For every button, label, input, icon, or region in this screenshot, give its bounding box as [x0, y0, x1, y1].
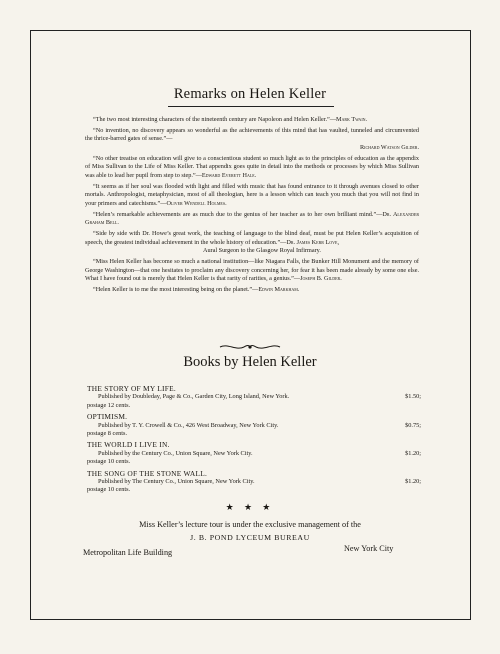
book-price: $1.20;: [405, 449, 421, 457]
quote-author: Mark Twain.: [335, 116, 368, 123]
quote-text: “Miss Helen Keller has become so much a national institution—like Niagara Falls, the Bunker Hill Monument and the memory of George Washington—that one hesitates to proclaim any discovery concerning her, for fear it has been made already by some one else. What I have found out is merely that Helen Keller is that rarity of rarities, a genius.”—: [85, 258, 419, 283]
remarks-heading: Remarks on Helen Keller: [173, 86, 327, 102]
quote: [85, 211, 419, 228]
quote: [85, 258, 419, 284]
remarks-section: [85, 116, 419, 297]
quote-text: “Helen Keller is to me the most interesting being on the planet.”—: [93, 286, 259, 293]
book-item: [87, 470, 421, 495]
book-price: $1.20;: [405, 478, 421, 486]
quote-text: “Helen’s remarkable achievements are as much due to the genius of her teacher as to her own brilliant mind.”—: [93, 210, 383, 218]
quote: [85, 127, 419, 153]
ornament-divider: [218, 342, 282, 352]
book-postage: postage 10 cents.: [87, 458, 131, 466]
quote-author: Oliver Wendell Holmes.: [166, 199, 227, 207]
building-address: Metropolitan Life Building: [83, 548, 173, 557]
book-publisher: [98, 393, 421, 401]
quote-author: Edward Everett Hale.: [201, 171, 257, 179]
books-heading: Books by Helen Keller: [183, 354, 317, 370]
book-price: $0.75;: [405, 421, 421, 429]
book-title: THE WORLD I LIVE IN.: [87, 440, 170, 450]
heading-rule: [168, 106, 334, 107]
bureau-name: J. B. POND LYCEUM BUREAU: [190, 533, 310, 542]
quote-author: Richard Watson Gilder.: [360, 143, 419, 151]
star-divider: ★ ★ ★: [225, 502, 275, 512]
quote-author: Dr. Alexander Graham Bell.: [85, 210, 419, 227]
book-publisher: [98, 478, 421, 486]
quote-text: “No invention, no discovery appears so wonderful as the achievements of this mind that has vaulted, tunneled and circumvented the thrice-barred gates of sense.”—: [85, 126, 419, 143]
quote: [85, 116, 419, 125]
book-item: [87, 441, 421, 466]
quote: [85, 155, 419, 181]
book-publisher: [98, 450, 421, 458]
book-price: $1.50;: [405, 393, 421, 401]
quote-affiliation: Aural Surgeon to the Glasgow Royal Infirmary.: [203, 247, 321, 255]
book-postage: postage 12 cents.: [87, 401, 131, 409]
quote-text: “The two most interesting characters of the nineteenth century are Napoleon and Helen Keller.”—: [93, 116, 336, 123]
quote: [85, 230, 419, 247]
book-title: THE SONG OF THE STONE WALL.: [87, 468, 208, 478]
book-postage: postage 8 cents.: [87, 430, 128, 438]
quote-text: “No other treatise on education will give to a conscientious student so much light as to the principles of education as the appendix of Miss Sullivan to the Life of Miss Keller. That appendix goes quite in detail into the methods or processes by which Miss Sullivan was able to lead her pupil from step to step.”—: [85, 154, 419, 179]
book-title: THE STORY OF MY LIFE.: [87, 384, 176, 393]
book-item: [87, 385, 421, 410]
book-publisher: [98, 422, 421, 430]
quote-text: “It seems as if her soul was flooded with light and filled with music that has found entrance to it through avenues closed to other mortals. Anthropologist, metaphysician, most of all theologian, here is a lesson which can teach you much that you will not find in your primers and catechisms.”—: [85, 182, 419, 207]
city-address: New York City: [344, 544, 394, 553]
book-desc: Published by Doubleday, Page & Co., Garden City, Long Island, New York.: [98, 393, 290, 401]
book-desc: Published by The Century Co., Union Square, New York City.: [98, 478, 255, 486]
books-list: [87, 385, 421, 498]
book-item: [87, 413, 421, 438]
book-postage: postage 10 cents.: [87, 486, 131, 494]
quote: [85, 183, 419, 209]
book-title: OPTIMISM.: [87, 412, 128, 422]
book-desc: Published by T. Y. Crowell & Co., 426 West Broadway, New York City.: [98, 421, 279, 429]
book-desc: Published by the Century Co., Union Square, New York City.: [98, 449, 253, 457]
quote-text: “Side by side with Dr. Howe’s great work, the teaching of language to the blind deaf, must be put Helen Keller’s acquisition of speech, the greatest individual achievement in the whole history of education.”—: [85, 230, 419, 246]
quote-author: Dr. James Kerr Love,: [286, 238, 340, 246]
quote: [85, 286, 419, 295]
management-note: Miss Keller’s lecture tour is under the exclusive management of the: [139, 520, 361, 529]
quote-author: Joseph B. Gilder.: [300, 275, 342, 283]
quote-author: Edwin Markham.: [258, 286, 300, 293]
